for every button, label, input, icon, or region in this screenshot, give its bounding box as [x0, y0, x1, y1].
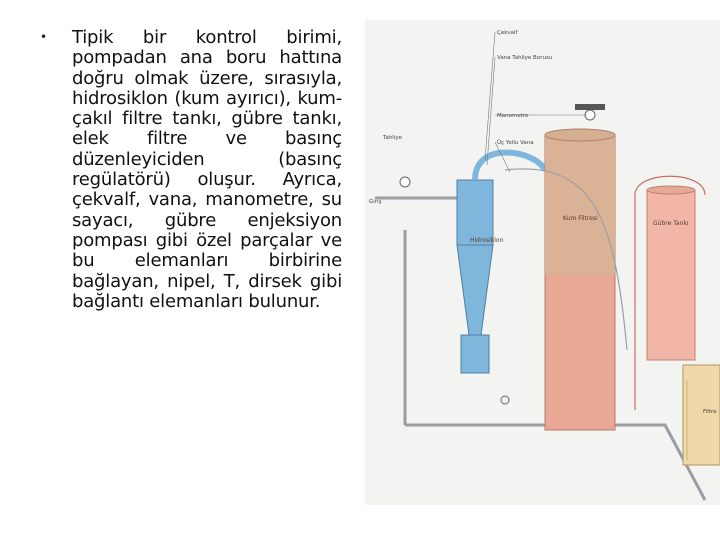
control-unit-figure — [365, 20, 720, 505]
label-cekvalf: Çekvalf — [497, 30, 518, 36]
bullet-point-icon: • — [40, 30, 48, 44]
bottom-supply-pipe — [405, 425, 705, 500]
fertilizer-tank-icon — [647, 186, 695, 360]
description-paragraph: Tipik bir kontrol birimi, pompadan ana boru hattına doğru olmak üzere, sırasıyla, hidrosiklon (kum ayırıcı), kum-çakıl filtre tankı, gübre tankı, elek filtre ve basınç düzenleyiciden (basınç regülatörü) oluşur. Ayrıca, çekvalf, vana, manometre, su sayacı, gübre enjeksiyon pompası gibi özel parçalar ve bu elemanları birbirine bağlayan, nipel, T, dirsek gibi bağlantı elemanları bulunur. — [72, 27, 342, 312]
top-valve-icon — [575, 104, 605, 110]
label-vana: Vana Tahliye Borusu — [497, 55, 553, 61]
screen-filter-icon — [683, 365, 720, 465]
hydrocyclone-icon — [457, 153, 545, 374]
label-ucyollu: Üç Yollu Vana — [497, 140, 534, 146]
left-valve-icon — [400, 177, 410, 187]
label-gubre-tanki: Gübre Tankı — [653, 220, 689, 227]
bottom-valve-icon — [501, 396, 509, 404]
control-unit-diagram — [365, 20, 720, 505]
label-hidrosiklon: Hidrosiklon — [470, 237, 504, 244]
label-kum-filtre: Kum Filtresi — [563, 215, 598, 222]
label-giris: Giriş — [369, 199, 382, 205]
label-manometre: Manometre — [497, 113, 529, 119]
bullet-text-block — [40, 28, 342, 312]
label-elek-filtre: Filtre — [703, 409, 717, 415]
label-tahliye: Tahliye — [383, 135, 403, 141]
